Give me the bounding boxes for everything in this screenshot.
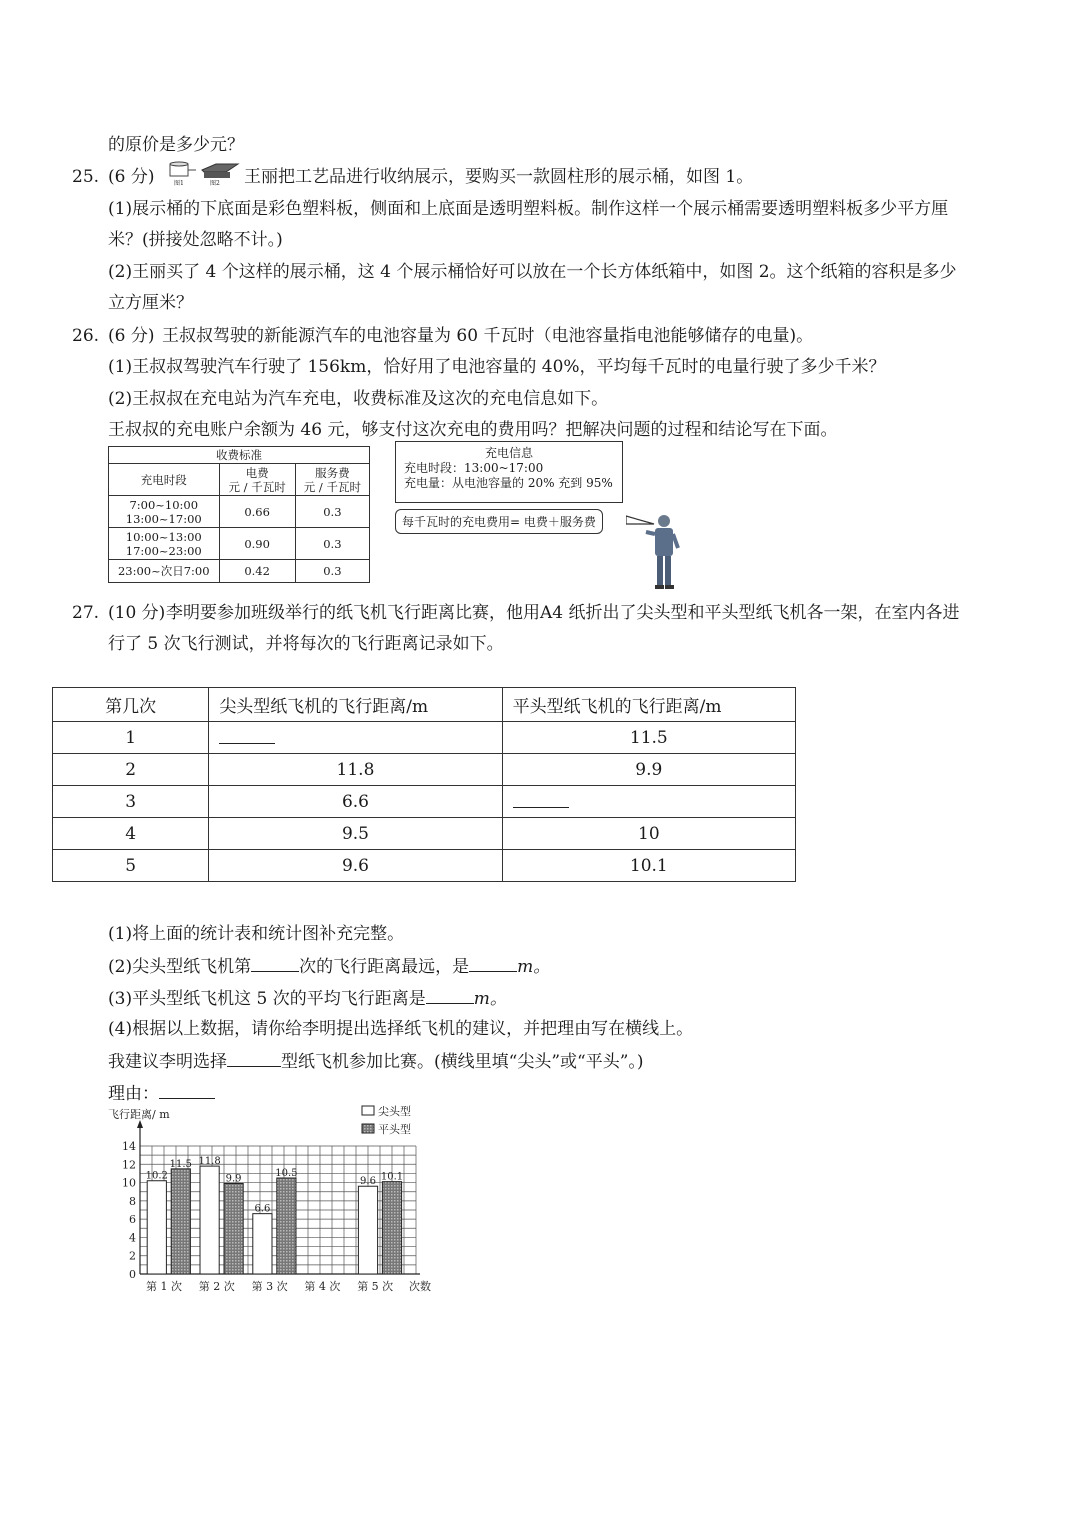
reason-blank[interactable]: [159, 1082, 215, 1099]
q25-points: (6 分): [108, 167, 155, 187]
x-axis-label: 次数: [409, 1280, 431, 1293]
flight-distance-table: [52, 687, 796, 882]
bar-value-label: 11.5: [169, 1158, 192, 1170]
fig-2-label: 图2: [210, 180, 220, 187]
y-tick-label: 10: [122, 1176, 136, 1190]
y-tick-label: 12: [122, 1158, 136, 1172]
table-row: 3 6.6: [53, 786, 796, 818]
farthest-distance-blank[interactable]: [469, 955, 517, 972]
pointed-bar: [358, 1186, 377, 1274]
q27-sub4: (4)根据以上数据，请你给李明提出选择纸飞机的建议，并把理由写在横线上。: [108, 1019, 694, 1039]
y-tick-label: 4: [129, 1231, 136, 1245]
q25-part1-line2: 米？(拼接处忽略不计。): [108, 230, 283, 250]
legend-swatch-pointed: [362, 1106, 374, 1115]
fee-standard-table: [108, 446, 370, 583]
y-tick-label: 14: [122, 1140, 136, 1153]
q27-intro-line2: 行了 5 次飞行测试，并将每次的飞行距离记录如下。: [108, 634, 504, 654]
q25-number: 25.: [72, 167, 100, 187]
bar-value-label: 9.6: [360, 1176, 376, 1188]
q27-sub1: (1)将上面的统计表和统计图补充完整。: [108, 924, 405, 944]
fee-table-title: 收费标准: [109, 447, 370, 464]
x-tick-label: 第 3 次: [251, 1280, 288, 1293]
fee-row: 23:00~次日7:00 0.42 0.3: [109, 560, 370, 583]
fee-formula-bubble: 每千瓦时的充电费用= 电费＋服务费: [395, 509, 603, 534]
farthest-trial-blank[interactable]: [251, 955, 299, 972]
q25-part2-line1: (2)王丽买了 4 个这样的展示桶，这 4 个展示桶恰好可以放在一个长方体纸箱中，如图 2。这个纸箱的容积是多少: [108, 262, 957, 282]
fee-row: 10:00~13:00 17:00~23:00 0.90 0.3: [109, 528, 370, 560]
bar-value-label: 10.2: [145, 1170, 168, 1182]
charge-info-title: 充电信息: [484, 446, 533, 460]
y-tick-label: 2: [129, 1249, 136, 1263]
table-header-pointed: 尖头型纸飞机的飞行距离/m: [209, 688, 502, 722]
q27-sub3: (3)平头型纸飞机这 5 次的平均飞行距离是 m。: [108, 989, 507, 1009]
flat-bar: [224, 1183, 243, 1274]
charge-info-amount: 充电量：从电池容量的 20% 充到 95%: [404, 476, 613, 490]
flat-bar: [277, 1178, 296, 1274]
q26-number: 26.: [72, 326, 100, 346]
x-tick-label: 第 2 次: [198, 1280, 235, 1293]
table-row: 1 11.5: [53, 722, 796, 754]
flight-distance-bar-chart: [100, 1098, 450, 1298]
fee-col-period: 充电时段: [109, 464, 220, 496]
pointed-bar: [200, 1166, 219, 1274]
fee-col-service: 服务费 元 / 千瓦时: [295, 464, 369, 496]
q25-part1-line1: (1)展示桶的下底面是彩色塑料板，侧面和上底面是透明塑料板。制作这样一个展示桶需要透明塑料板多少平方厘: [108, 199, 949, 219]
table-row: 2 11.8 9.9: [53, 754, 796, 786]
q25-part2-line2: 立方厘米？: [108, 293, 193, 313]
bar-value-label: 10.5: [275, 1168, 298, 1179]
q26-part2: (2)王叔叔在充电站为汽车充电，收费标准及这次的充电信息如下。: [108, 389, 609, 409]
man-figure-icon: [644, 512, 684, 590]
table-row: 4 9.5 10: [53, 818, 796, 850]
flat-trial-3-blank[interactable]: [513, 791, 569, 808]
fig-1-label: 图1: [174, 180, 184, 187]
q27-number: 27.: [72, 603, 100, 623]
charge-info-box: [395, 441, 623, 503]
x-tick-label: 第 4 次: [304, 1280, 341, 1293]
q27-intro-line1: 李明要参加班级举行的纸飞机飞行距离比赛，他用A4 纸折出了尖头型和平头型纸飞机各一架，在室内各进: [166, 603, 960, 623]
y-tick-label: 6: [129, 1213, 136, 1227]
q27-sub5: 我建议李明选择 型纸飞机参加比赛。(横线里填“尖头”或“平头”。): [108, 1052, 644, 1072]
pointed-bar: [147, 1181, 166, 1274]
bar-value-label: 10.1: [380, 1171, 404, 1183]
q27-points: (10 分): [108, 603, 166, 623]
y-axis-label: 飞行距离/ m: [108, 1108, 170, 1121]
x-tick-label: 第 5 次: [357, 1280, 394, 1293]
q26-part3: 王叔叔的充电账户余额为 46 元，够支付这次充电的费用吗？把解决问题的过程和结论写在下面。: [108, 420, 838, 440]
fee-col-elec: 电费 元 / 千瓦时: [219, 464, 295, 496]
bar-value-label: 6.6: [254, 1203, 271, 1215]
legend-swatch-flat: [362, 1124, 374, 1133]
table-header-trial: 第几次: [53, 688, 209, 722]
x-tick-label: 第 1 次: [146, 1280, 182, 1293]
flat-average-blank[interactable]: [426, 987, 474, 1004]
y-tick-label: 0: [129, 1268, 136, 1281]
q25-figure-thumbnails: [166, 160, 244, 186]
pointed-trial-1-blank[interactable]: [219, 727, 275, 744]
legend-label-pointed: 尖头型: [378, 1105, 411, 1118]
legend-label-flat: 平头型: [378, 1123, 411, 1136]
table-header-flat: 平头型纸飞机的飞行距离/m: [502, 688, 795, 722]
q25-intro: 王丽把工艺品进行收纳展示，要购买一款圆柱形的展示桶，如图 1。: [244, 167, 754, 187]
y-axis-arrow: [137, 1120, 143, 1128]
pointed-bar: [253, 1214, 272, 1274]
bar-value-label: 9.9: [225, 1173, 242, 1185]
q27-reason: 理由：: [108, 1082, 215, 1105]
q27-sub2: (2)尖头型纸飞机第 次的飞行距离最远，是 m。: [108, 957, 551, 977]
flat-bar: [382, 1182, 401, 1274]
q24-tail: 的原价是多少元？: [108, 135, 244, 155]
table-row: 5 9.6 10.1: [53, 850, 796, 882]
q26-part1: (1)王叔叔驾驶汽车行驶了 156km，恰好用了电池容量的 40%，平均每千瓦时的电量行驶了多少千米？: [108, 357, 886, 377]
choice-blank[interactable]: [227, 1050, 281, 1067]
flat-bar: [171, 1169, 190, 1274]
fee-row: 7:00~10:00 13:00~17:00 0.66 0.3: [109, 496, 370, 528]
q26-points: (6 分): [108, 326, 155, 346]
y-tick-label: 8: [129, 1194, 136, 1208]
q26-intro: 王叔叔驾驶的新能源汽车的电池容量为 60 千瓦时（电池容量指电池能够储存的电量)。: [162, 326, 814, 346]
bar-value-label: 11.8: [198, 1156, 221, 1168]
charge-info-period: 充电时段：13:00~17:00: [404, 461, 544, 475]
